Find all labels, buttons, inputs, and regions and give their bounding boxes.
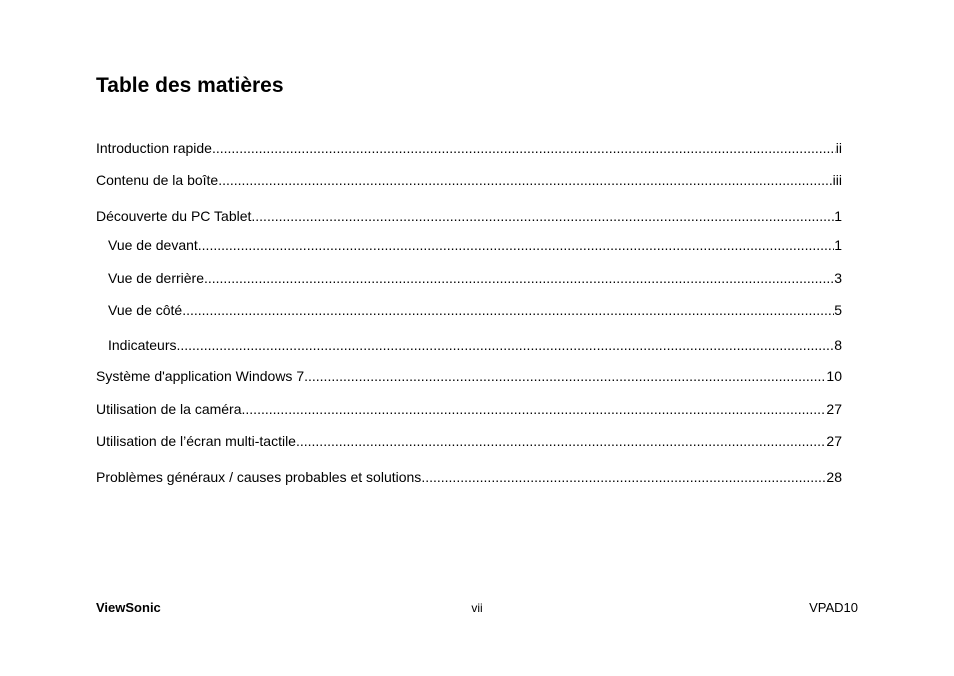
toc-dot-leader [242,400,827,418]
toc-entry-label: Système d'application Windows 7 [96,368,305,384]
toc-entry-systeme-windows-7[interactable] [96,367,842,385]
toc-dot-leader [251,207,834,225]
toc-entry-page: 5 [834,302,842,318]
toc-entry-page: 28 [826,469,842,485]
toc-entry-ecran-multi-tactile[interactable] [96,432,842,450]
toc-entry-indicateurs[interactable] [108,336,842,354]
toc-dot-leader [212,139,836,157]
toc-entry-label: Utilisation de la caméra [96,401,242,417]
toc-entry-label: Indicateurs [108,337,177,353]
toc-entry-vue-de-derriere[interactable] [108,269,842,287]
toc-entry-page: 1 [834,208,842,224]
toc-entry-label: Contenu de la boîte [96,172,219,188]
toc-entry-page: 3 [834,270,842,286]
toc-entry-page: 8 [834,337,842,353]
footer-brand: ViewSonic [96,600,161,615]
toc-entry-label: Utilisation de l’écran multi-tactile [96,433,296,449]
toc-entry-label: Vue de derrière [108,270,204,286]
toc-dot-leader [204,269,834,287]
toc-dot-leader [218,171,832,189]
toc-entry-label: Vue de devant [108,237,198,253]
toc-dot-leader [182,301,834,319]
toc-entry-label: Découverte du PC Tablet [96,208,252,224]
toc-entry-page: iii [832,172,842,188]
toc-dot-leader [176,336,834,354]
toc-entry-page: 27 [826,433,842,449]
page-title: Table des matières [96,74,284,97]
toc-entry-page: ii [835,140,842,156]
footer-page-number: vii [471,601,483,615]
footer-model: VPAD10 [809,600,858,615]
toc-dot-leader [421,468,826,486]
toc-entry-vue-de-cote[interactable] [108,301,842,319]
toc-dot-leader [198,236,834,254]
toc-dot-leader [296,432,826,450]
toc-entry-label: Problèmes généraux / causes probables et solutions [96,469,422,485]
toc-entry-utilisation-de-la-camera[interactable] [96,400,842,418]
toc-dot-leader [304,367,826,385]
toc-entry-problemes-generaux[interactable] [96,468,842,486]
toc-entry-vue-de-devant[interactable] [108,236,842,254]
toc-entry-label: Vue de côté [108,302,183,318]
toc-entry-label: Introduction rapide [96,140,212,156]
toc-entry-page: 27 [826,401,842,417]
toc-entry-contenu-de-la-boite[interactable] [96,171,842,189]
toc-entry-page: 10 [826,368,842,384]
toc-entry-decouverte-du-pc-tablet[interactable] [96,207,842,225]
toc-entry-page: 1 [834,237,842,253]
toc-entry-introduction-rapide[interactable] [96,139,842,157]
